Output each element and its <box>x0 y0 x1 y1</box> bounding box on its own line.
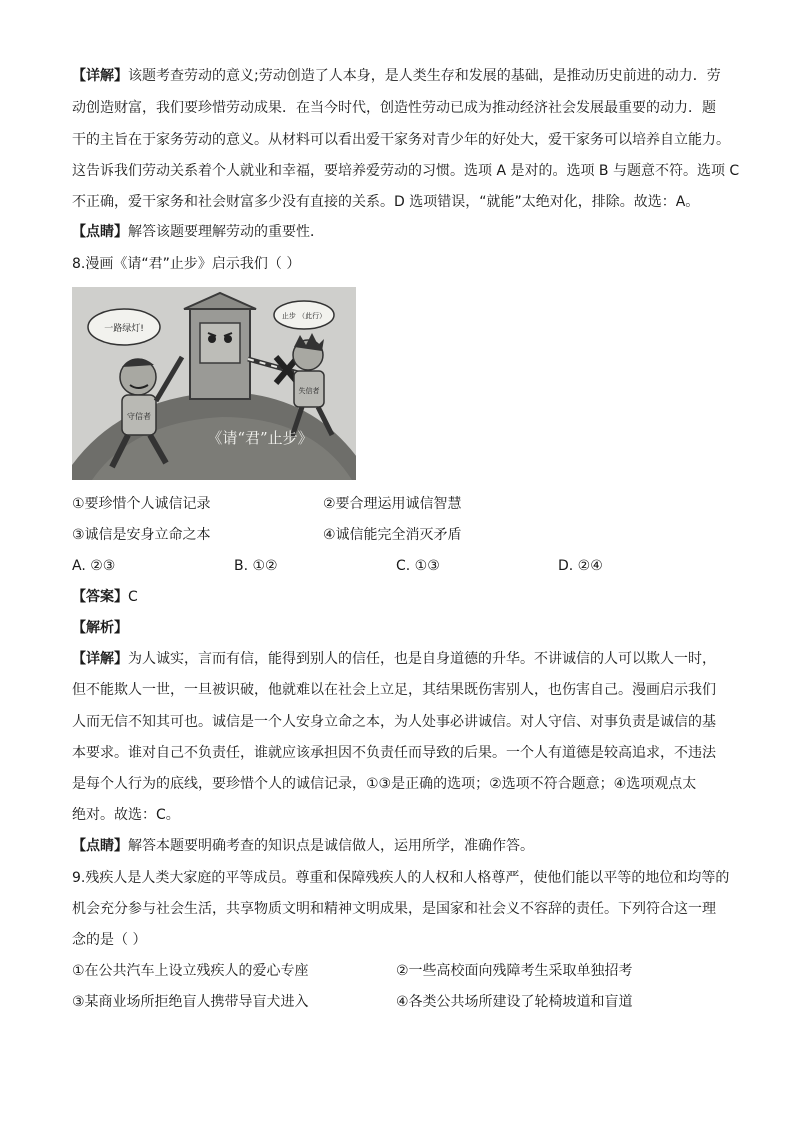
detail-tag: 【详解】 <box>72 68 128 84</box>
q8-choice-b: B. ①② <box>234 558 278 574</box>
right-bubble-text: 止步 （此行） <box>281 312 327 320</box>
para1-note-text: 解答该题要理解劳动的重要性． <box>128 224 324 240</box>
q8-choice-d: D. ②④ <box>558 558 603 574</box>
q9-line-3: 念的是（ ） <box>72 932 147 948</box>
analysis-tag: 【解析】 <box>72 620 128 636</box>
q8-detail-line-5: 是每个人行为的底线，要珍惜个人的诚信记录，①③是正确的选项；②选项不符合题意；④选项观点太 <box>72 776 697 792</box>
q9-statement-2: ②一些高校面向残障考生采取单独招考 <box>396 963 633 979</box>
q8-detail-line-3: 人而无信不知其可也。诚信是一个人安身立命之本，为人处事必讲诚信。对人守信、对事负责是诚信的基 <box>72 714 716 730</box>
q9-statement-4: ④各类公共场所建设了轮椅坡道和盲道 <box>396 994 633 1010</box>
q8-analysis-heading <box>72 618 128 638</box>
q9-statement-3: ③某商业场所拒绝盲人携带导盲犬进入 <box>72 994 309 1010</box>
q8-choice-c: C. ①③ <box>396 558 440 574</box>
q9-line-1: 9.残疾人是人类大家庭的平等成员。尊重和保障残疾人的人权和人格尊严，使他们能以平等的地位和均等的 <box>72 870 730 886</box>
q8-choice-a: A. ②③ <box>72 558 116 574</box>
cartoon-illustration <box>72 287 356 480</box>
answer-tag: 【答案】 <box>72 589 128 605</box>
q8-statement-4: ④诚信能完全消灭矛盾 <box>323 527 462 543</box>
q8-statement-2: ②要合理运用诚信智慧 <box>323 496 462 512</box>
para1-line-4: 这告诉我们劳动关系着个人就业和幸福，要培养爱劳动的习惯。选项 A 是对的。选项 B 与题意不符。选项 C <box>72 163 740 179</box>
left-shirt-label: 守信者 <box>127 412 151 421</box>
q8-detail-line-1 <box>72 649 716 669</box>
q8-cartoon <box>72 287 356 480</box>
para1-text-1: 该题考查劳动的意义;劳动创造了人本身，是人类生存和发展的基础，是推动历史前进的动力．劳 <box>128 68 721 84</box>
cartoon-caption: 《请“君”止步》 <box>207 429 313 447</box>
q8-statement-3: ③诚信是安身立命之本 <box>72 527 211 543</box>
q8-detail-line-4: 本要求。谁对自己不负责任，谁就应该承担因不负责任而导致的后果。一个人有道德是较高追求，不违法 <box>72 745 716 761</box>
right-shirt-label: 失信者 <box>298 387 320 395</box>
q8-note <box>72 836 534 856</box>
para1-line-2: 动创造财富，我们要珍惜劳动成果．在当今时代，创造性劳动已成为推动经济社会发展最重要的动力．题 <box>72 100 716 116</box>
q8-detail-tag: 【详解】 <box>72 651 128 667</box>
q8-answer <box>72 587 138 607</box>
q8-note-tag: 【点睛】 <box>72 838 128 854</box>
left-bubble-text: 一路绿灯! <box>104 324 144 334</box>
q9-statement-1: ①在公共汽车上设立残疾人的爱心专座 <box>72 963 309 979</box>
para1-note <box>72 222 324 242</box>
para1-line-3: 干的主旨在于家务劳动的意义。从材料可以看出爱干家务对青少年的好处大，爱干家务可以培养自立能力。 <box>72 132 730 148</box>
q8-answer-value: C <box>128 589 138 605</box>
q8-detail-line-6: 绝对。故选：C。 <box>72 807 180 823</box>
para1-line-5: 不正确，爱干家务和社会财富多少没有直接的关系。D 选项错误，“就能”太绝对化，排除。故选：A。 <box>72 194 700 210</box>
q8-stem: 8.漫画《请“君”止步》启示我们（ ） <box>72 256 301 272</box>
q8-note-text: 解答本题要明确考查的知识点是诚信做人，运用所学，准确作答。 <box>128 838 534 854</box>
q8-detail-text-1: 为人诚实，言而有信，能得到别人的信任，也是自身道德的升华。不讲诚信的人可以欺人一时， <box>128 651 716 667</box>
q8-statement-1: ①要珍惜个人诚信记录 <box>72 496 211 512</box>
note-tag: 【点睛】 <box>72 224 128 240</box>
q8-detail-line-2: 但不能欺人一世，一旦被识破，他就难以在社会上立足，其结果既伤害别人，也伤害自己。漫画启示我们 <box>72 682 716 698</box>
para1-line-1 <box>72 66 721 86</box>
q9-line-2: 机会充分参与社会生活，共享物质文明和精神文明成果，是国家和社会义不容辞的责任。下列符合这一理 <box>72 901 716 917</box>
